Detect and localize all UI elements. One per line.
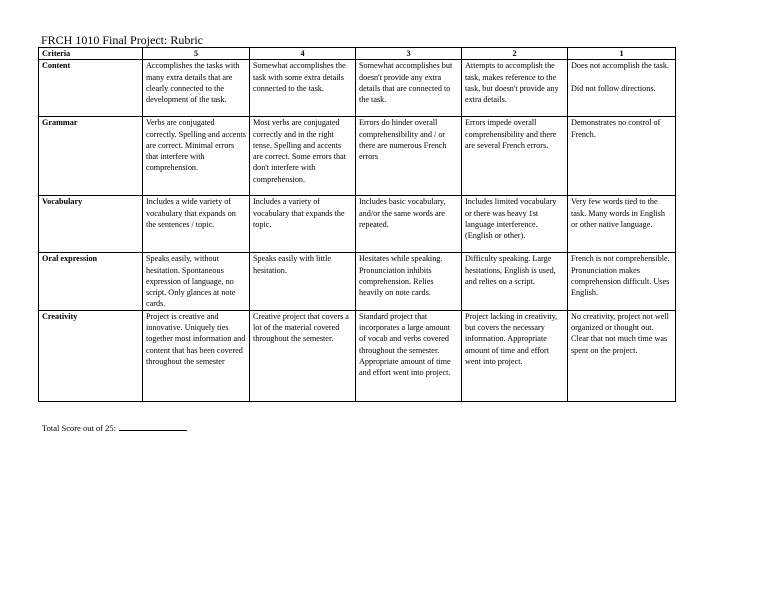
descriptor-5: Project is creative and innovative. Uniquely ties together most information and content that has been covered throughout the semester [143, 310, 250, 401]
descriptor-2: Errors impede overall comprehensibility and there are several French errors. [462, 117, 568, 196]
total-score-blank [119, 422, 187, 431]
rubric-row-grammar [39, 117, 676, 196]
criteria-label: Vocabulary [39, 196, 143, 253]
score-4-header: 4 [250, 48, 356, 60]
score-2-header: 2 [462, 48, 568, 60]
descriptor-1: No creativity, project not well organized or thought out. Clear that not much time was spent on the project. [568, 310, 676, 401]
score-3-header: 3 [356, 48, 462, 60]
descriptor-3: Hesitates while speaking. Pronunciation inhibits comprehension. Relies heavily on note cards. [356, 253, 462, 310]
descriptor-1: Demonstrates no control of French. [568, 117, 676, 196]
descriptor-3: Errors do hinder overall comprehensibility and / or there are numerous French errors [356, 117, 462, 196]
descriptor-3: Standard project that incorporates a large amount of vocab and verbs covered throughout the semester. Appropriate amount of time and effort went into project. [356, 310, 462, 401]
total-score-label: Total Score out of 25: [42, 423, 117, 433]
document-title: FRCH 1010 Final Project: Rubric [41, 33, 203, 47]
descriptor-1: French is not comprehensible. Pronunciation makes comprehension difficult. Uses English. [568, 253, 676, 310]
descriptor-5: Verbs are conjugated correctly. Spelling and accents are correct. Minimal errors that interfere with comprehension. [143, 117, 250, 196]
descriptor-4: Speaks easily with little hesitation. [250, 253, 356, 310]
descriptor-2: Includes limited vocabulary or there was heavy 1st language interference. (English or other). [462, 196, 568, 253]
descriptor-3: Somewhat accomplishes but doesn't provide any extra details that are connected to the task. [356, 60, 462, 117]
rubric-row-vocabulary [39, 196, 676, 253]
descriptor-1 [568, 60, 676, 117]
rubric-table [38, 47, 676, 402]
descriptor-4: Most verbs are conjugated correctly and in the right tense. Spelling and accents are correct. Some errors that don't interfere with comprehension. [250, 117, 356, 196]
descriptor-4: Somewhat accomplishes the task with some extra details connected to the task. [250, 60, 356, 117]
criteria-label: Oral expression [39, 253, 143, 310]
descriptor-2: Project lacking in creativity, but covers the necessary information. Appropriate amount of time and effort went into project. [462, 310, 568, 401]
criteria-label: Creativity [39, 310, 143, 401]
rubric-row-creativity [39, 310, 676, 401]
descriptor-2: Attempts to accomplish the task, makes reference to the task, but doesn't provide any extra details. [462, 60, 568, 117]
descriptor-5: Speaks easily, without hesitation. Spontaneous expression of language, no script. Only glances at note cards. [143, 253, 250, 310]
rubric-row-oral-expression [39, 253, 676, 310]
total-score-line [42, 422, 187, 434]
score-5-header: 5 [143, 48, 250, 60]
descriptor-4: Creative project that covers a lot of the material covered throughout the semester. [250, 310, 356, 401]
descriptor-2: Difficulty speaking. Large hesitations, English is used, and relies on a script. [462, 253, 568, 310]
rubric-header-row [39, 48, 676, 60]
descriptor-3: Includes basic vocabulary, and/or the same words are repeated. [356, 196, 462, 253]
descriptor-4: Includes a variety of vocabulary that expands the topic. [250, 196, 356, 253]
descriptor-1-extra: Did not follow directions. [571, 83, 656, 93]
descriptor-5: Accomplishes the tasks with many extra details that are clearly connected to the development of the task. [143, 60, 250, 117]
descriptor-1: Very few words tied to the task. Many words in English or other native language. [568, 196, 676, 253]
descriptor-5: Includes a wide variety of vocabulary that expands on the sentences / topic. [143, 196, 250, 253]
score-1-header: 1 [568, 48, 676, 60]
criteria-header: Criteria [39, 48, 143, 60]
criteria-label: Content [39, 60, 143, 117]
descriptor-spacer [571, 72, 672, 83]
criteria-label: Grammar [39, 117, 143, 196]
rubric-row-content [39, 60, 676, 117]
descriptor-1-text: Does not accomplish the task. [571, 61, 670, 71]
